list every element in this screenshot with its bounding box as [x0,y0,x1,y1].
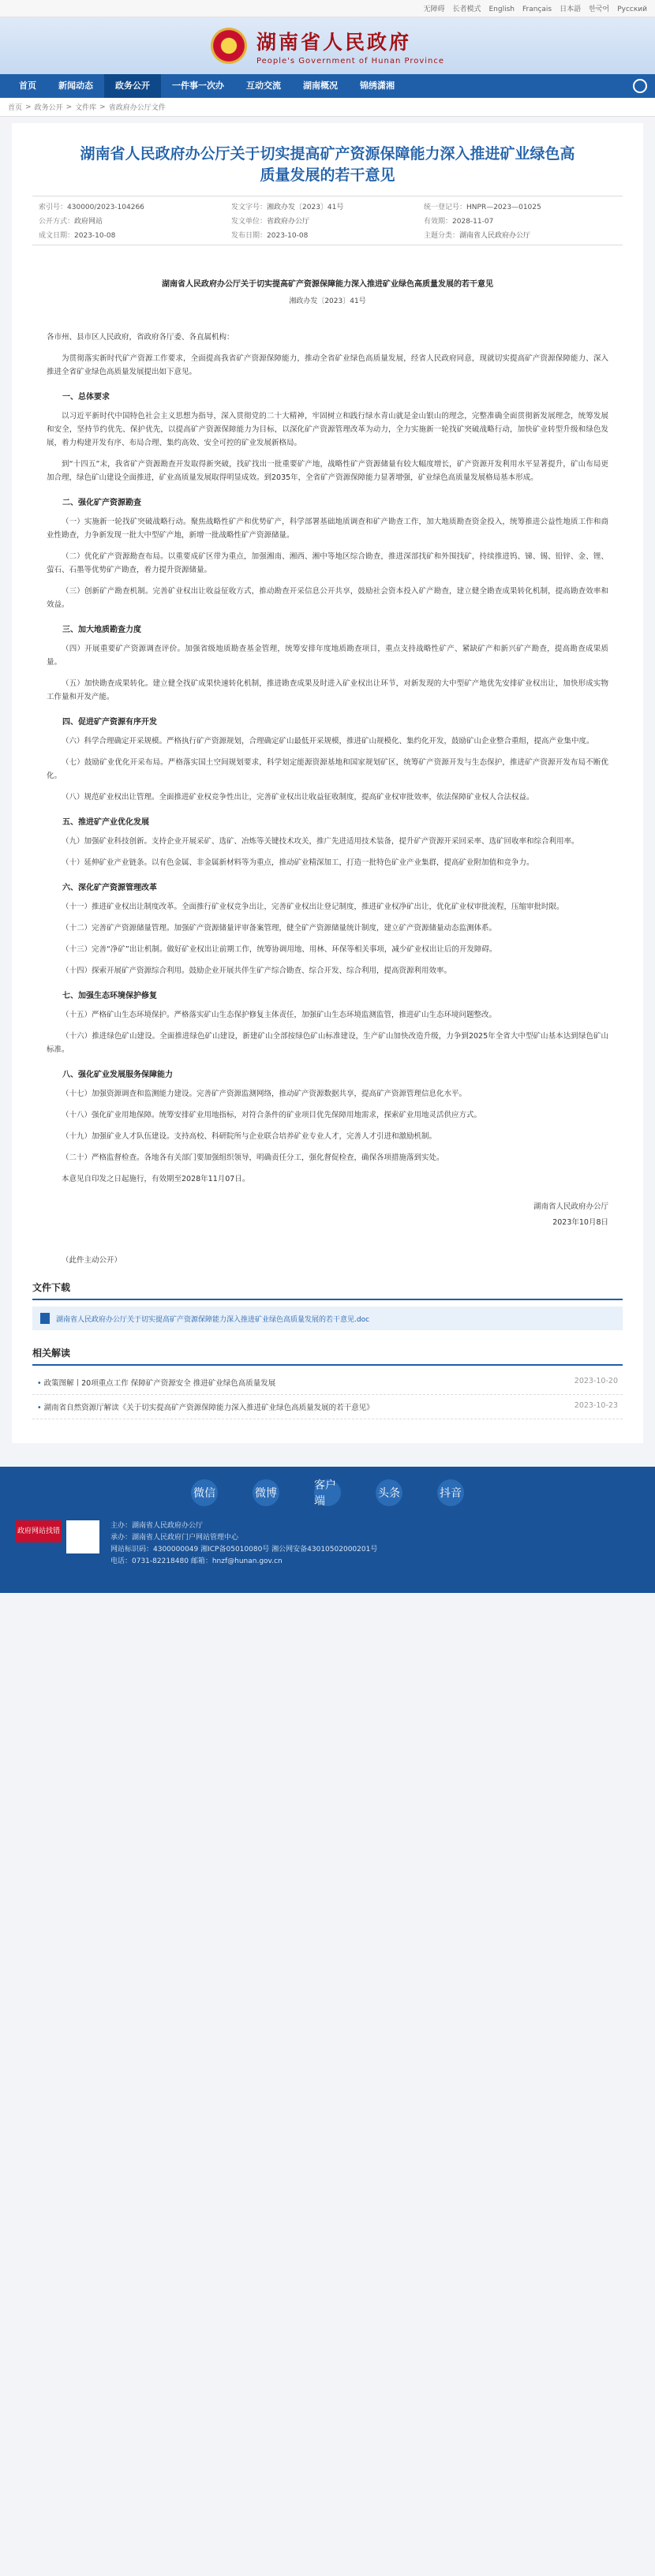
section-paragraph: （六）科学合理确定开采规模。严格执行矿产资源规划，合理确定矿山最低开采规模，推进矿山规模化、集约化开发，鼓励矿山企业整合重组，提高产业集中度。 [62,737,594,746]
related-title[interactable]: • 政策图解丨20项重点工作 保障矿产资源安全 推进矿业绿色高质量发展 [37,1377,275,1388]
metadata-cell [39,215,231,226]
metadata-value: 2023-10-08 [267,232,309,240]
top-utility-bar [0,0,655,17]
language-link[interactable]: 长者模式 [452,6,481,13]
section-paragraph: （二）优化矿产资源勘查布局。以重要成矿区带为重点，加强湘南、湘西、湘中等地区综合勘查，推进深部找矿和外围找矿，持续推进钨、锑、锡、铅锌、金、锂、萤石、石墨等优势矿产勘查，着力提升资源储量。 [47,552,608,574]
nav-item[interactable]: 互动交流 [246,80,281,91]
metadata-label: 索引号： [39,204,68,211]
section-paragraph: （十六）推进绿色矿山建设。全面推进绿色矿山建设，新建矿山全部按绿色矿山标准建设，生产矿山加快改造升级，力争到2025年全省大中型矿山基本达到绿色矿山标准。 [47,1032,608,1054]
breadcrumb-item[interactable]: 省政府办公厅文件 [108,104,166,112]
metadata-value: 湖南省人民政府办公厅 [459,232,531,240]
closing-paragraph: 本意见自印发之日起施行，有效期至2028年11月07日。 [62,1175,250,1183]
section-paragraph: （九）加强矿业科技创新。支持企业开展采矿、选矿、冶炼等关键技术攻关，推广先进适用技术装备，提升矿产资源开采回采率、选矿回收率和综合利用率。 [62,837,579,846]
related-list [32,1370,623,1419]
download-row[interactable] [32,1307,623,1330]
metadata-label: 发文单位： [231,218,268,226]
section-heading: 八、强化矿业发展服务保障能力 [62,1071,173,1079]
section-paragraph: （十八）强化矿业用地保障。统筹安排矿业用地指标，对符合条件的矿业项目优先保障用地需求，探索矿业用地灵活供应方式。 [62,1111,482,1120]
language-link[interactable]: 한국어 [589,6,610,13]
related-item[interactable] [32,1395,623,1419]
metadata-value: 430000/2023-104266 [67,204,144,211]
metadata-label: 成文日期： [39,232,75,240]
section-paragraph: （八）规范矿业权出让管理。全面推进矿业权竞争性出让，完善矿业权出让收益征收制度，提高矿业权审批效率，依法保障矿业权人合法权益。 [62,793,534,802]
metadata-label: 发布日期： [231,232,268,240]
site-title-en: People's Government of Hunan Province [256,56,445,65]
metadata-cell [39,230,231,240]
national-emblem-icon [211,28,247,64]
metadata-cell [231,230,424,240]
social-icon[interactable]: 头条 [376,1479,402,1506]
section-heading: 四、促进矿产资源有序开发 [62,718,157,727]
nav-item[interactable]: 锦绣潇湘 [360,80,395,91]
metadata-label: 主题分类： [424,232,460,240]
section-paragraph: （十五）严格矿山生态环境保护。严格落实矿山生态保护修复主体责任，加强矿山生态环境监测监管，推进矿山生态环境问题整改。 [62,1011,497,1019]
nav-item[interactable]: 新闻动态 [58,80,93,91]
file-icon [40,1313,50,1324]
section-heading: 一、总体要求 [62,393,110,402]
nav-item[interactable]: 政务公开 [104,74,161,98]
breadcrumb-item: > [66,103,73,111]
metadata-label: 发文字号： [231,204,268,211]
section-heading: 七、加强生态环境保护修复 [62,992,157,1000]
metadata-cell [39,201,231,211]
intro-paragraph: 为贯彻落实新时代矿产资源工作要求，全面提高我省矿产资源保障能力，推动全省矿业绿色高质量发展，经省人民政府同意，现就切实提高矿产资源保障能力、深入推进全省矿业绿色高质量发展提出如下意见。 [47,354,608,376]
download-section-title: 文件下载 [32,1281,623,1300]
document-body [32,245,623,1265]
page-title: 湖南省人民政府办公厅关于切实提高矿产资源保障能力深入推进矿业绿色高质量发展的若干意见 [80,145,575,184]
metadata-value: 2028-11-07 [452,218,494,226]
metadata-cell [424,230,616,240]
social-icon[interactable]: 抖音 [437,1479,464,1506]
social-icon[interactable]: 客户端 [314,1479,341,1506]
section-paragraph: （十）延伸矿业产业链条。以有色金属、非金属新材料等为重点，推动矿业精深加工，打造一批特色矿业产业集群，提高矿业附加值和竞争力。 [62,858,534,867]
section-paragraph: （十四）探索开展矿产资源综合利用。鼓励企业开展共伴生矿产综合勘查、综合开发、综合利用，提高资源利用效率。 [62,966,452,975]
language-link[interactable]: Русский [617,6,647,13]
document-sections [47,390,608,1165]
social-icon[interactable]: 微博 [253,1479,279,1506]
section-paragraph: （十三）完善“净矿”出让机制。做好矿业权出让前期工作，统筹协调用地、用林、环保等相关事项，减少矿业权出让后的开发障碍。 [62,945,497,954]
section-paragraph: 到“十四五”末，我省矿产资源勘查开发取得新突破，找矿找出一批重要矿产地，战略性矿产资源储量有较大幅度增长，矿产资源开发利用水平显著提升，矿山布局更加合理，绿色矿山建设全面推进，矿业高质量发展取得明显成效。到2035年，全省矿产资源保障能力显著增强，矿业绿色高质量发展格局基本形成。 [47,460,608,482]
section-paragraph: （七）鼓励矿业优化开采布局。严格落实国土空间规划要求，科学划定能源资源基地和国家规划矿区，统筹矿产资源开发与生态保护，推进矿产资源开发布局不断优化。 [47,758,608,780]
metadata-cell [231,201,424,211]
footer-line: 承办：湖南省人民政府门户网站管理中心 [110,1534,239,1542]
metadata-cell [424,201,616,211]
metadata-cell [424,215,616,226]
footer-social-icons [16,1479,639,1506]
metadata-value: HNPR—2023—01025 [466,204,541,211]
issue-date: 2023年10月8日 [552,1218,608,1227]
breadcrumb [0,98,655,117]
site-masthead [0,17,655,74]
related-date: 2023-10-23 [574,1401,618,1410]
metadata-label: 有效期： [424,218,453,226]
salutation: 各市州、县市区人民政府，省政府各厅委、各直属机构： [47,333,234,342]
main-navigation [0,74,655,98]
article-container [12,123,643,1443]
document-heading: 湖南省人民政府办公厅关于切实提高矿产资源保障能力深入推进矿业绿色高质量发展的若干意见 [162,280,493,289]
document-metadata-table [32,196,623,245]
metadata-value: 政府网站 [74,218,103,226]
related-date: 2023-10-20 [574,1377,618,1385]
related-section-title: 相关解读 [32,1346,623,1366]
section-paragraph: （二十）严格监督检查。各地各有关部门要加强组织领导，明确责任分工，强化督促检查，确保各项措施落到实处。 [62,1153,444,1162]
metadata-value: 省政府办公厅 [267,218,310,226]
footer-info [110,1520,377,1568]
section-paragraph: （一）实施新一轮找矿突破战略行动。聚焦战略性矿产和优势矿产，科学部署基础地质调查和矿产勘查工作，加大地质勘查资金投入，统筹推进公益性地质工作和商业性勘查，力争新发现一批大中型矿产地，新增一批战略性矿产资源储量。 [47,518,608,540]
error-report-badge[interactable]: 政府网站找错 [16,1520,62,1542]
footer-line: 网站标识码：4300000049 湘ICP备05010080号 湘公网安备43010502000201号 [110,1546,378,1553]
search-icon[interactable] [633,79,647,93]
breadcrumb-item[interactable]: 政务公开 [34,104,63,112]
site-title[interactable]: 湖南省人民政府 [256,30,411,54]
public-note: （此件主动公开） [62,1256,122,1265]
section-heading: 五、推进矿产业优化发展 [62,818,149,827]
metadata-label: 统一登记号： [424,204,467,211]
language-link[interactable]: 无障碍 [423,6,445,13]
section-paragraph: （三）创新矿产勘查机制。完善矿业权出让收益征收方式，推动勘查开采信息公开共享，鼓励社会资本投入矿产勘查，建立健全勘查成果转化机制，提高勘查效率和效益。 [47,587,608,609]
section-heading: 三、加大地质勘查力度 [62,626,141,634]
document-number: 湘政办发〔2023〕41号 [289,297,366,305]
metadata-value: 2023-10-08 [74,232,116,240]
nav-item[interactable]: 一件事一次办 [172,80,224,91]
section-paragraph: （十七）加强资源调查和监测能力建设。完善矿产资源监测网络，推动矿产资源数据共享，提高矿产资源管理信息化水平。 [62,1090,467,1098]
breadcrumb-item: > [25,103,32,111]
section-paragraph: （五）加快勘查成果转化。建立健全找矿成果快速转化机制，推进勘查成果及时进入矿业权出让环节，对新发现的大中型矿产地优先安排矿业权出让，加快形成实物工作量和开发产能。 [47,679,608,701]
language-link[interactable]: Français [522,6,552,13]
metadata-cell [231,215,424,226]
section-paragraph: 以习近平新时代中国特色社会主义思想为指导，深入贯彻党的二十大精神，牢固树立和践行绿水青山就是金山银山的理念，完整准确全面贯彻新发展理念，统筹发展和安全，坚持节约优先、保护优先，以提高矿产资源保障能力为目标，以深化矿产资源管理改革为动力，全力实施新一轮找矿突破战略行动，加快矿业转型升级和绿色发展，着力构建开发有序、布局合理、集约高效、安全可控的矿业发展新格局。 [47,412,608,447]
breadcrumb-item[interactable]: 首页 [8,104,23,112]
nav-item[interactable]: 首页 [19,80,36,91]
related-item[interactable] [32,1370,623,1395]
section-paragraph: （四）开展重要矿产资源调查评价。加强省级地质勘查基金管理，统筹安排年度地质勘查项目，重点支持战略性矿产、紧缺矿产和新兴矿产勘查，提高勘查成果质量。 [47,645,608,667]
site-footer [0,1467,655,1593]
related-title[interactable]: • 湖南省自然资源厅解读《关于切实提高矿产资源保障能力深入推进矿业绿色高质量发展的若干意见》 [37,1401,374,1412]
metadata-label: 公开方式： [39,218,75,226]
section-paragraph: （十九）加强矿业人才队伍建设。支持高校、科研院所与企业联合培养矿业专业人才，完善人才引进和激励机制。 [62,1132,437,1141]
footer-line: 电话：0731-82218480 邮箱：hnzf@hunan.gov.cn [110,1557,283,1565]
section-heading: 六、深化矿产资源管理改革 [62,884,157,892]
breadcrumb-item[interactable]: 文件库 [75,104,97,112]
party-gov-badge-icon[interactable] [66,1520,99,1553]
metadata-value: 湘政办发〔2023〕41号 [267,204,344,211]
language-link[interactable]: 日本語 [560,6,582,13]
language-links [415,3,647,13]
section-paragraph: （十一）推进矿业权出让制度改革。全面推行矿业权竞争出让，完善矿业权出让登记制度，推进矿业权净矿出让，优化矿业权审批流程，压缩审批时限。 [62,903,564,911]
section-heading: 二、强化矿产资源勘查 [62,499,141,507]
download-link[interactable]: 湖南省人民政府办公厅关于切实提高矿产资源保障能力深入推进矿业绿色高质量发展的若干意见.doc [56,1315,370,1324]
social-icon[interactable]: 微信 [191,1479,218,1506]
issuer-signature: 湖南省人民政府办公厅 [533,1202,608,1211]
nav-item[interactable]: 湖南概况 [303,80,338,91]
language-link[interactable]: English [488,6,515,13]
section-paragraph: （十二）完善矿产资源储量管理。加强矿产资源储量评审备案管理，健全矿产资源储量统计制度，建立矿产资源储量动态监测体系。 [62,924,497,933]
breadcrumb-item: > [99,103,106,111]
footer-line: 主办：湖南省人民政府办公厅 [110,1522,204,1530]
